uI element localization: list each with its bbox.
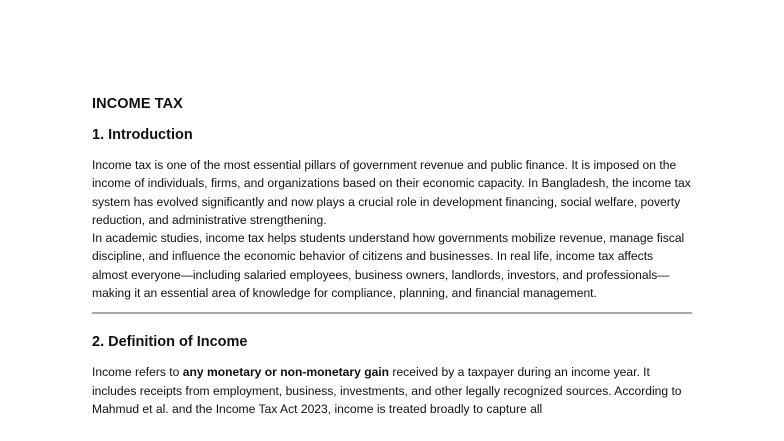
definition-text-end: received by a taxpayer during an income year. It includes receipts from employment, business, investments, and other legally recognized sources. According to Mahmud et al. and the Income Tax Act 2023, income is treated broadly to capture all [92, 365, 682, 416]
section-heading-introduction: 1. Introduction [92, 127, 193, 143]
section-divider [92, 312, 692, 314]
introduction-paragraph-1: Income tax is one of the most essential pillars of government revenue and public finance. It is imposed on the income of individuals, firms, and organizations based on their economic capacity. In Bangladesh, the income tax system has evolved significantly and now plays a crucial role in development financing, social welfare, poverty reduction, and administrative strengthening. [92, 158, 691, 227]
section-heading-definition-of-income: 2. Definition of Income [92, 334, 248, 351]
definition-emphasis: any monetary or non-monetary gain [182, 365, 390, 380]
definition-paragraph [92, 363, 692, 418]
document-body [92, 94, 692, 418]
document-title: INCOME TAX [92, 96, 183, 112]
introduction-paragraph-2: In academic studies, income tax helps students understand how governments mobilize revenue, manage fiscal discipline, and influence the economic behavior of citizens and businesses. In real life, income tax affects almost everyone—including salaried employees, business owners, landlords, investors, and professionals—making it an essential area of knowledge for compliance, planning, and financial management. [92, 231, 685, 301]
definition-text-start: Income refers to [92, 365, 183, 380]
